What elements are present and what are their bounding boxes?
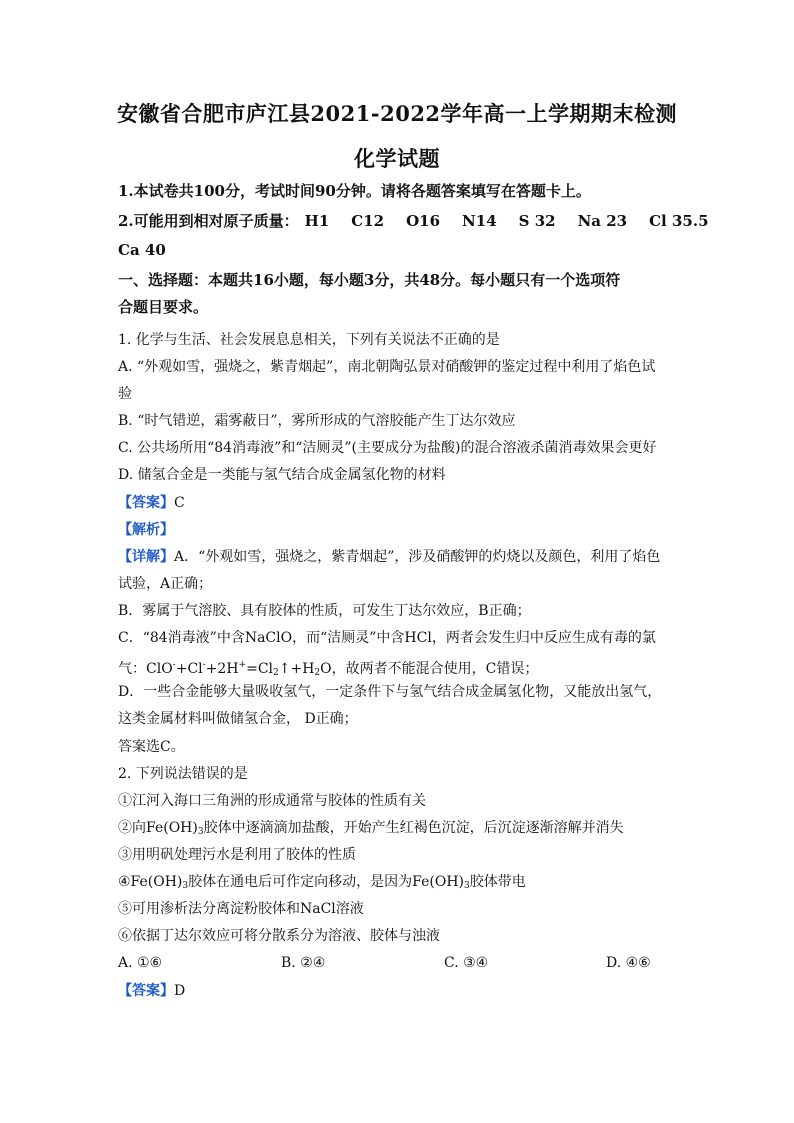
mass-na: Na 23 xyxy=(577,212,628,230)
eq-sub-2b: 2 xyxy=(314,668,321,678)
eq-sup-plus: + xyxy=(238,660,247,670)
q1-explain-1 xyxy=(118,547,678,567)
eq-sup-minus-1: - xyxy=(172,660,176,670)
q2-s2-part-b: 胶体中逐滴滴加盐酸，开始产生红褐色沉淀，后沉淀逐渐溶解并消失 xyxy=(203,820,624,836)
note-line-2 xyxy=(118,211,709,231)
mass-s: S 32 xyxy=(518,212,556,230)
q1-explain-1-text: A．“外观如雪，强烧之，紫青烟起”，涉及硝酸钾的灼烧以及颜色，利用了焰色 xyxy=(174,549,661,565)
q2-answer xyxy=(118,981,678,1001)
q1-analysis-tag: 【解析】 xyxy=(118,522,174,538)
q1-explain-3: B．雾属于气溶胶、具有胶体的性质，可发生丁达尔效应，B正确； xyxy=(118,603,531,619)
q1-option-d: D. 储氢合金是一类能与氢气结合成金属氢化物的材料 xyxy=(118,467,446,483)
q1-explain-6: D．一些合金能够大量吸收氢气，一定条件下与氢气结合成金属氢化物，又能放出氢气， xyxy=(118,684,662,700)
q2-statement-3: ③用明矾处理污水是利用了胶体的性质 xyxy=(118,847,356,863)
note-line-2-prefix: 2.可能用到相对原子质量： xyxy=(118,212,299,230)
q2-statement-4 xyxy=(118,872,678,896)
mass-n: N14 xyxy=(462,212,497,230)
eq-part-5: ↑+H xyxy=(278,661,315,677)
q1-explain-2: 试验，A正确； xyxy=(118,576,213,592)
q1-stem: 1. 化学与生活、社会发展息息相关，下列有关说法不正确的是 xyxy=(118,332,500,348)
section-heading-1: 一、选择题：本题共16小题，每小题3分，共48分。每小题只有一个选项符 xyxy=(118,271,621,289)
q2-option-a: A. ①⑥ xyxy=(118,955,163,971)
note-line-1: 1.本试卷共100分，考试时间90分钟。请将各题答案填写在答题卡上。 xyxy=(118,182,591,200)
q2-answer-value: D xyxy=(174,983,186,999)
eq-part-4: =Cl xyxy=(246,661,274,677)
q1-option-c: C. 公共场所用“84消毒液”和“洁厕灵”(主要成分为盐酸)的混合溶液杀菌消毒效果会更好 xyxy=(118,440,657,456)
q2-s4-part-a: ④Fe(OH) xyxy=(118,874,183,890)
q2-statement-5: ⑤可用渗析法分离淀粉胶体和NaCl溶液 xyxy=(118,901,364,917)
q2-answer-tag: 【答案】 xyxy=(118,983,174,999)
mass-cl: Cl 35.5 xyxy=(649,212,709,230)
q1-answer xyxy=(118,493,678,513)
q2-s2-sub: 3 xyxy=(197,827,204,837)
q2-stem: 2. 下列说法错误的是 xyxy=(118,766,248,782)
q2-option-c: C. ③④ xyxy=(444,955,489,971)
q2-statement-1: ①江河入海口三角洲的形成通常与胶体的性质有关 xyxy=(118,793,426,809)
q2-s4-sub-2: 3 xyxy=(463,881,470,891)
mass-o: O16 xyxy=(406,212,441,230)
q1-answer-value: C xyxy=(174,495,185,511)
q1-option-b: B. “时气错逆，霜雾蔽日”，雾所形成的气溶胶能产生丁达尔效应 xyxy=(118,413,516,429)
q2-s4-part-b: 胶体在通电后可作定向移动，是因为Fe(OH) xyxy=(188,874,464,890)
q1-answer-tag: 【答案】 xyxy=(118,495,174,511)
q1-explain-4: C．“84消毒液”中含NaClO，而“洁厕灵”中含HCl，两者会发生归中反应生成有毒的氯 xyxy=(118,630,656,646)
q2-s2-part-a: ②向Fe(OH) xyxy=(118,820,198,836)
q2-statement-2 xyxy=(118,818,678,842)
q1-explain-5 xyxy=(118,655,678,683)
q1-detail-tag: 【详解】 xyxy=(118,549,174,565)
mass-h: H1 xyxy=(304,212,330,230)
eq-part-2: +Cl xyxy=(175,661,203,677)
eq-part-3: +2H xyxy=(205,661,239,677)
q2-s4-sub-1: 3 xyxy=(182,881,189,891)
q2-statement-6: ⑥依据丁达尔效应可将分散系分为溶液、胶体与浊液 xyxy=(118,928,440,944)
eq-part-1: 气：ClO xyxy=(118,661,173,677)
q2-option-d: D. ④⑥ xyxy=(606,955,651,971)
eq-sub-2a: 2 xyxy=(273,668,279,678)
section-heading-2: 合题目要求。 xyxy=(118,298,209,316)
eq-sup-minus-2: - xyxy=(202,660,206,670)
document-title: 安徽省合肥市庐江县2021-2022学年高一上学期期末检测 xyxy=(116,101,678,126)
q2-option-b: B. ②④ xyxy=(281,955,326,971)
q1-option-a-line2: 验 xyxy=(118,386,132,402)
eq-part-6: O，故两者不能混合使用，C错误； xyxy=(320,661,539,677)
document-subtitle: 化学试题 xyxy=(354,146,440,171)
q2-s4-part-c: 胶体带电 xyxy=(469,874,526,890)
note-line-3: Ca 40 xyxy=(118,241,166,259)
q1-option-a-line1: A. “外观如雪，强烧之，紫青烟起”，南北朝陶弘景对硝酸钾的鉴定过程中利用了焰色试 xyxy=(118,359,656,375)
mass-c: C12 xyxy=(351,212,385,230)
q1-conclusion: 答案选C。 xyxy=(118,739,185,755)
q1-explain-7: 这类金属材料叫做储氢合金， D正确； xyxy=(118,711,358,727)
